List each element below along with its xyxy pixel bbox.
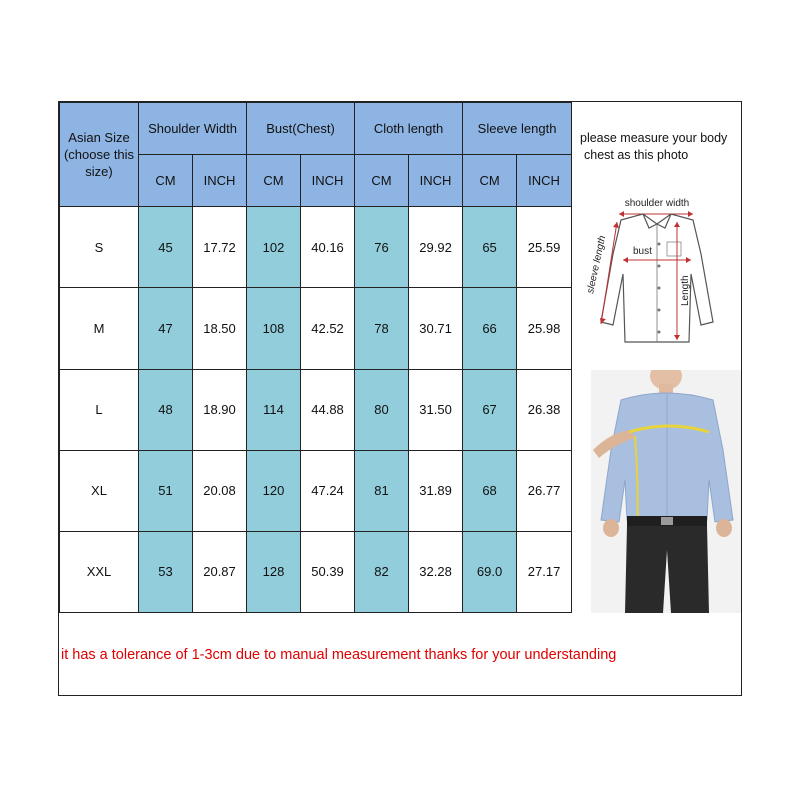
value-cell: 76 (355, 207, 409, 288)
asian-size-header-line: size) (85, 164, 113, 180)
value-cell: 81 (355, 450, 409, 531)
value-cell: 68 (463, 450, 517, 531)
value-cell: 18.90 (193, 369, 247, 450)
unit-inch-header: INCH (409, 155, 463, 207)
sleeve-length-header: Sleeve length (463, 103, 572, 155)
value-cell: 108 (247, 288, 301, 369)
shirt-button (658, 331, 661, 334)
size-cell: L (60, 369, 139, 450)
model-measurement-photo (591, 370, 741, 613)
cloth-length-header: Cloth length (355, 103, 463, 155)
value-cell: 67 (463, 369, 517, 450)
size-cell: XXL (60, 531, 139, 612)
value-cell: 47.24 (301, 450, 355, 531)
value-cell: 69.0 (463, 531, 517, 612)
value-cell: 51 (139, 450, 193, 531)
value-cell: 65 (463, 207, 517, 288)
value-cell: 25.59 (517, 207, 572, 288)
value-cell: 82 (355, 531, 409, 612)
shoulder-width-header: Shoulder Width (139, 103, 247, 155)
value-cell: 17.72 (193, 207, 247, 288)
table-row (60, 369, 572, 450)
size-table (59, 102, 572, 613)
bust-chest-header: Bust(Chest) (247, 103, 355, 155)
value-cell: 114 (247, 369, 301, 450)
table-row (60, 450, 572, 531)
value-cell: 45 (139, 207, 193, 288)
shirt-button (658, 309, 661, 312)
asian-size-header-line: (choose this (63, 147, 135, 163)
value-cell: 47 (139, 288, 193, 369)
measurement-guide-panel (571, 102, 741, 613)
unit-cm-header: CM (463, 155, 517, 207)
unit-inch-header: INCH (517, 155, 572, 207)
tolerance-note: it has a tolerance of 1-3cm due to manual measurement thanks for your understanding (61, 647, 617, 663)
bust-label: bust (633, 246, 652, 257)
unit-cm-header: CM (355, 155, 409, 207)
value-cell: 26.77 (517, 450, 572, 531)
value-cell: 20.87 (193, 531, 247, 612)
shirt-button (658, 287, 661, 290)
unit-inch-header: INCH (301, 155, 355, 207)
asian-size-header-line: Asian Size (68, 130, 130, 146)
shirt-button (658, 265, 661, 268)
table-row (60, 288, 572, 369)
unit-cm-header: CM (247, 155, 301, 207)
belt-buckle (661, 517, 673, 525)
value-cell: 20.08 (193, 450, 247, 531)
size-chart-frame (58, 101, 742, 696)
size-cell: XL (60, 450, 139, 531)
value-cell: 53 (139, 531, 193, 612)
value-cell: 102 (247, 207, 301, 288)
shoulder-width-label: shoulder width (624, 198, 690, 209)
model-hand-right (716, 519, 732, 537)
table-row (60, 531, 572, 612)
model-hand-left (603, 519, 619, 537)
value-cell: 42.52 (301, 288, 355, 369)
size-cell: S (60, 207, 139, 288)
measure-instruction (580, 130, 740, 164)
value-cell: 50.39 (301, 531, 355, 612)
model-neck (659, 384, 673, 394)
measure-instruction-line: chest as this photo (584, 148, 689, 162)
value-cell: 128 (247, 531, 301, 612)
value-cell: 29.92 (409, 207, 463, 288)
arrow-head (613, 222, 619, 228)
sleeve-length-label: sleeve length (585, 234, 609, 295)
value-cell: 27.17 (517, 531, 572, 612)
unit-inch-header: INCH (193, 155, 247, 207)
shirt-measurement-diagram (577, 194, 737, 354)
unit-cm-header: CM (139, 155, 193, 207)
value-cell: 26.38 (517, 369, 572, 450)
value-cell: 78 (355, 288, 409, 369)
value-cell: 31.89 (409, 450, 463, 531)
shirt-button (658, 243, 661, 246)
value-cell: 32.28 (409, 531, 463, 612)
value-cell: 80 (355, 369, 409, 450)
value-cell: 44.88 (301, 369, 355, 450)
table-row (60, 207, 572, 288)
value-cell: 30.71 (409, 288, 463, 369)
value-cell: 120 (247, 450, 301, 531)
value-cell: 48 (139, 369, 193, 450)
asian-size-header (60, 103, 139, 207)
value-cell: 25.98 (517, 288, 572, 369)
size-cell: M (60, 288, 139, 369)
measure-instruction-line: please measure your body (580, 131, 728, 145)
arrow-head (688, 211, 693, 217)
value-cell: 66 (463, 288, 517, 369)
value-cell: 40.16 (301, 207, 355, 288)
value-cell: 18.50 (193, 288, 247, 369)
value-cell: 31.50 (409, 369, 463, 450)
arrow-head (619, 211, 624, 217)
length-label: Length (680, 275, 691, 306)
